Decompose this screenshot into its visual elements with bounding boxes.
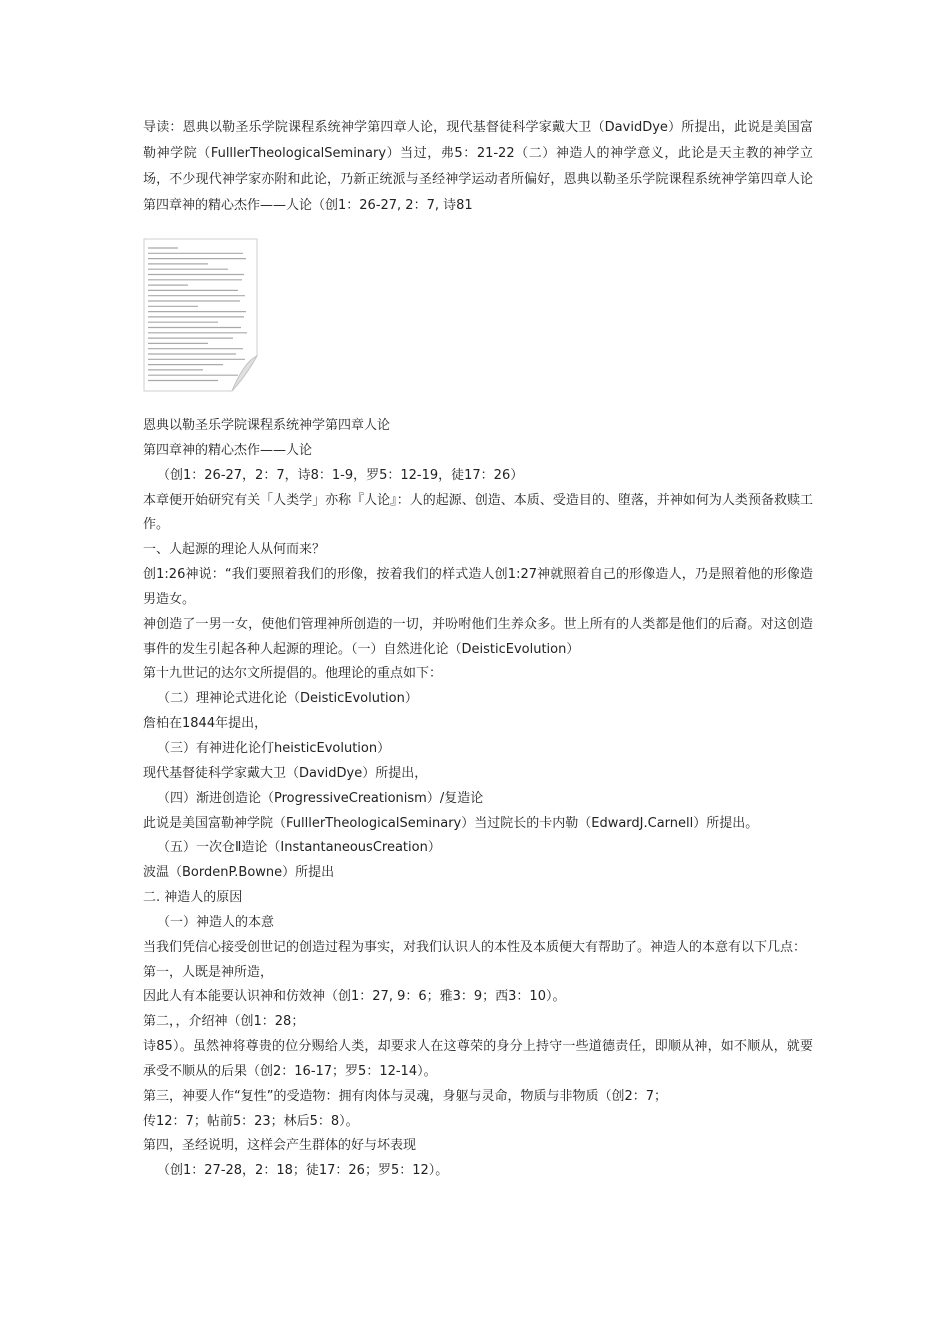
text-line: （三）有神进化论仃heisticEvolution） [157, 740, 391, 756]
text-line: 创1:26神说：“我们要照着我们的形像，按着我们的样式造人创1:27神就照着自己的形像造人，乃是照着他的形像造男造女。 [143, 567, 813, 607]
text-line: （二）理神论式进化论（DeisticEvolution） [157, 691, 418, 707]
text-line: 詹柏在1844年提出， [143, 716, 268, 732]
text-line: 第十九世记的达尔文所提倡的。他理论的重点如下： [143, 666, 443, 682]
text-line: 此说是美国富勒神学院（FulllerTheologicalSeminary）当过院长的卡内勒（EdwardJ.Carnell）所提出。 [143, 815, 759, 831]
text-line: 当我们凭信心接受创世记的创造过程为事实，对我们认识人的本性及本质便大有帮助了。神造人的本意有以下几点： [143, 939, 807, 955]
text-line: 一、人起源的理论人从何而来？ [143, 542, 326, 558]
text-line: 本章便开始研究有关「人类学」亦称『人论』：人的起源、创造、本质、受造目的、堕落，并神如何为人类预备救赎工作。 [143, 492, 813, 533]
text-line: 恩典以勒圣乐学院课程系统神学第四章人论 [143, 418, 391, 433]
text-line: （五）一次仓Ⅱ造论（InstantaneousCreation） [157, 840, 441, 856]
body-content [143, 414, 813, 1184]
text-line: 第一，人既是神所造， [143, 964, 274, 980]
text-line: 第四，圣经说明，这样会产生群体的好与坏表现 [143, 1138, 417, 1154]
text-line: （四）渐进创造论（ProgressiveCreationism）/复造论 [157, 790, 484, 806]
text-line: （创1：26-27，2：7，诗8：1-9，罗5：12-19，徒17：26） [157, 467, 524, 483]
text-line: 因此人有本能要认识神和仿效神（创1：27, 9：6；雅3：9；西3：10）。 [143, 989, 566, 1005]
document-thumbnail-icon [142, 238, 259, 393]
text-line: 二. 神造人的原因 [143, 890, 243, 906]
text-line: 第二，，介绍神（创1：28； [143, 1014, 305, 1030]
text-line: 第四章神的精心杰作——人论 [143, 442, 313, 458]
intro-paragraph [143, 115, 813, 219]
document-thumbnail[interactable] [142, 238, 259, 393]
text-line: 传12：7；帖前5：23；林后5：8）。 [143, 1113, 359, 1129]
intro-text: 导读：恩典以勒圣乐学院课程系统神学第四章人论，现代基督徒科学家戴大卫（DavidDye）所提出，此说是美国富勒神学院（FulllerTheologicalSeminary）当过，弗5：21-22（二）神造人的神学意义，此论是天主教的神学立场，不少现代神学家亦附和此论，乃新正统派与圣经神学运动者所偏好，恩典以勒圣乐学院课程系统神学第四章人论第四章神的精心杰作——人论（创1：26-27, 2：7, 诗81 [143, 120, 813, 213]
text-line: 第三，神要人作“复性”的受造物：拥有肉体与灵魂，身躯与灵命，物质与非物质（创2：7； [143, 1088, 668, 1104]
text-line: 神创造了一男一女，使他们管理神所创造的一切，并吩咐他们生养众多。世上所有的人类都是他们的后裔。对这创造事件的发生引起各种人起源的理论。（一）自然进化论（DeisticEvolution） [143, 616, 813, 657]
text-line: 诗85）。虽然神将尊贵的位分赐给人类，却要求人在这尊荣的身分上持守一些道德责任，即顺从神，如不顺从，就要承受不顺从的后果（创2：16-17；罗5：12-14）。 [143, 1039, 813, 1079]
text-line: （创1：27-28，2：18；徒17：26；罗5：12）。 [157, 1163, 449, 1179]
text-line: （一）神造人的本意 [157, 914, 275, 930]
text-line: 现代基督徒科学家戴大卫（DavidDye）所提出， [143, 765, 428, 781]
text-line: 波温（BordenP.Bowne）所提出 [143, 865, 335, 881]
